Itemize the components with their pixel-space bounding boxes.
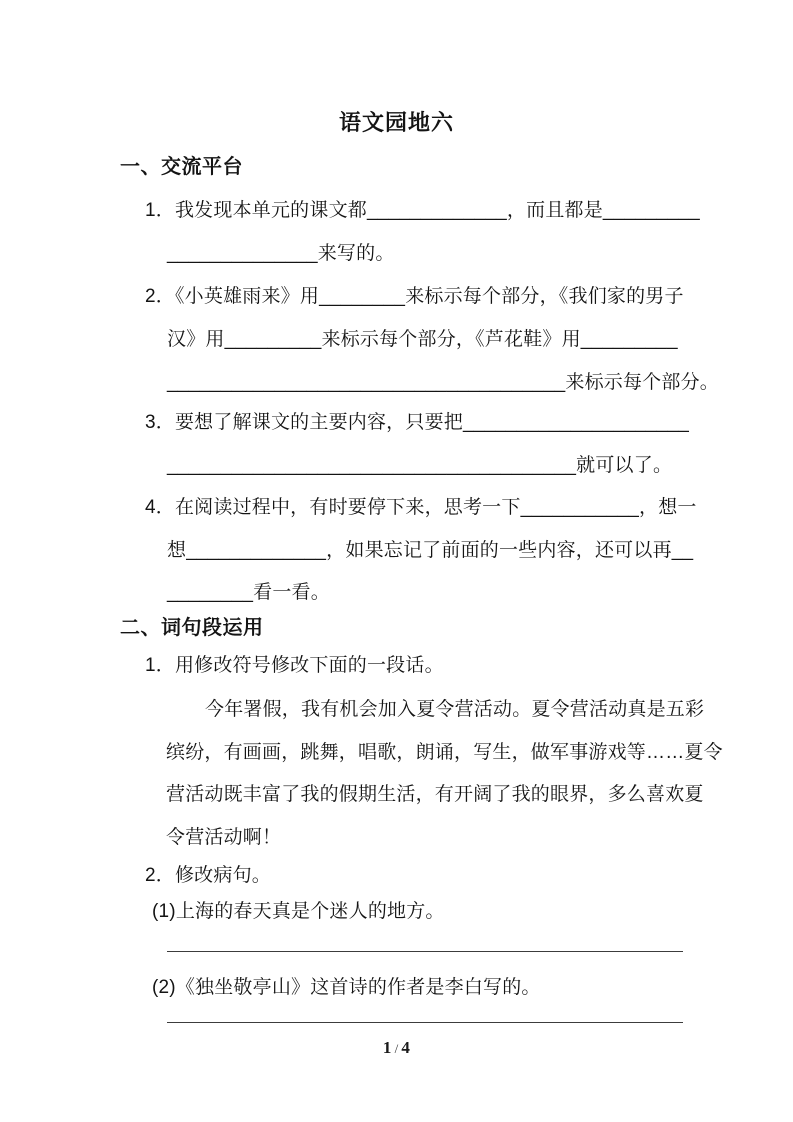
page-number	[0, 1035, 793, 1062]
s1-item3-line2: ______________________________________就可以了。	[167, 455, 673, 476]
s1-item1-line2: ______________来写的。	[167, 243, 395, 264]
s2-ex1-paragraph-line3: 营活动既丰富了我的假期生活，有开阔了我的眼界，多么喜欢夏	[166, 784, 704, 805]
s1-item2-line1: 2．《小英雄雨来》用________来标示每个部分，《我们家的男子	[145, 286, 684, 307]
section-2-heading: 二、词句段运用	[120, 617, 264, 639]
answer-blank-line-1	[167, 951, 683, 952]
s2-ex2-sentence-1: (1)上海的春天真是个迷人的地方。	[152, 901, 445, 922]
page-number-total: 4	[401, 1038, 411, 1057]
section-1-heading: 一、交流平台	[120, 156, 243, 178]
worksheet-title: 语文园地六	[338, 110, 454, 135]
answer-blank-line-2	[167, 1022, 683, 1023]
s1-item4-line1: 4．在阅读过程中，有时要停下来，思考一下___________，想一	[145, 497, 697, 518]
page-number-current: 1	[382, 1038, 392, 1057]
s2-ex1-prompt: 1．用修改符号修改下面的一段话。	[145, 655, 444, 676]
page-number-separator: /	[394, 1041, 399, 1056]
s2-ex1-paragraph-line1: 今年署假，我有机会加入夏令营活动。夏令营活动真是五彩	[205, 699, 705, 720]
s2-ex1-paragraph-line4: 令营活动啊！	[166, 827, 282, 848]
s1-item2-line3: _____________________________________来标示每个部分。	[167, 372, 719, 393]
s1-item1-line1: 1．我发现本单元的课文都_____________，而且都是_________	[145, 200, 700, 221]
s2-ex1-paragraph-line2: 缤纷，有画画，跳舞，唱歌，朗诵，写生，做军事游戏等……夏令	[166, 742, 723, 763]
s1-item3-line1: 3．要想了解课文的主要内容，只要把_____________________	[145, 412, 690, 433]
s2-ex2-prompt: 2．修改病句。	[145, 865, 271, 886]
s1-item4-line3: ________看一看。	[167, 582, 330, 603]
s2-ex2-sentence-2: (2)《独坐敬亭山》这首诗的作者是李白写的。	[152, 977, 541, 998]
s1-item2-line2: 汉》用_________来标示每个部分，《芦花鞋》用_________	[167, 329, 678, 350]
s1-item4-line2: 想_____________，如果忘记了前面的一些内容，还可以再__	[167, 540, 694, 561]
